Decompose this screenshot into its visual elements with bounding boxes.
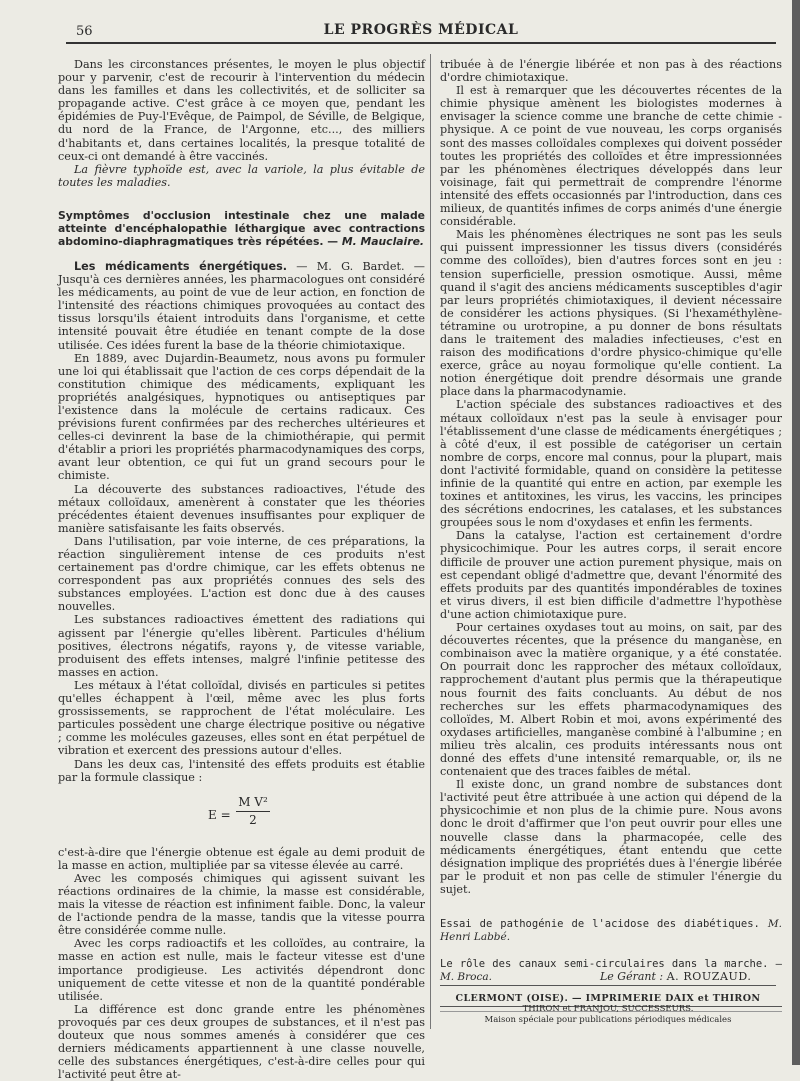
printer-imprint [440, 993, 776, 1026]
communication-title [440, 918, 782, 944]
formula-numerator: M V² [236, 796, 270, 812]
journal-title: LE PROGRÈS MÉDICAL [323, 22, 519, 38]
paragraph: Il existe donc, un grand nombre de substances dont l'activité peut être attribuée à une action qui dépend de la physicochimie et non plus de la chimie pure. Nous avons donc le droit d'affirmer que l'on peut ouvrir pour elles une nouvelle classe dans la pharmacopée, celle des médicaments énergétiques, étant entendu que cette désignation implique des propriétés dues à l'énergie libérée par le produit et non pas celle de stimuler l'énergie du sujet. [440, 778, 782, 896]
article-heading-author: M. Mauclaire. [341, 234, 425, 248]
energy-formula [58, 792, 425, 840]
paragraph: Dans les deux cas, l'intensité des effets produits est établie par la formule classique : [58, 757, 425, 784]
section-lead: Les médicaments énergétiques. [74, 259, 288, 273]
page-header [66, 18, 776, 40]
column-divider [430, 54, 431, 1029]
gerant-label: Le Gérant : [600, 970, 664, 983]
paragraph: Mais les phénomènes électriques ne sont pas les seuls qui puissent impressionner les tissus divers (considérés comme des colloïdes), bien d'autres forces sont en jeu : tension superficielle, pression osmotique. Aussi, même quand il s'agit des anciens médicaments susceptibles d'agir par leurs propriétés chimiotaxiques, il devient nécessaire de considérer les actions physiques. (Si l'hexaméthylène-tétramine ou urotropine, a pu donner de bons résultats dans le traitement des maladies infectieuses, c'est en raison des modifications d'ordre physico-chimique qu'elle exerce, grâce au noyau formolique qu'elle contient. La notion énergétique doit prendre désormais une grande place dans la pharmacodynamie. [440, 228, 782, 399]
paragraph: La différence est donc grande entre les phénomènes provoqués par ces deux groupes de substances, et il n'est pas douteux que nous sommes amenés à considérer que ces derniers médicaments appartiennent à une classe nouvelle, celle des substances énergétiques, c'est-à-dire celles pour qui l'activité peut être at- [58, 1002, 425, 1081]
formula-denominator: 2 [249, 812, 257, 827]
paragraph: En 1889, avec Dujardin-Beaumetz, nous avons pu formuler une loi qui établissait que l'action de ces corps dépendait de la constitution chimique des médicaments, expliquant les propriétés analgésiques, hypnotiques ou antiseptiques par l'existence dans la molécule de certains radicaux. Ces prévisions furent confirmées par des recherches ultérieures et celles-ci devinrent la base de la chimiothérapie, qui permit d'établir a priori les propriétés pharmacodynamiques des corps, avant leur obtention, ce qui fut un grand secours pour le chimiste. [58, 351, 425, 483]
paragraph [58, 260, 425, 352]
imprint-successors: THIRON et FRANJOU, SUCCESSEURS. [522, 1004, 694, 1014]
communication-title-text: Essai de pathogénie de l'acidose des diabétiques. [440, 918, 760, 930]
communication-author: M. Henri Labbé. [440, 918, 782, 943]
paragraph: Les métaux à l'état colloïdal, divisés en particules si petites qu'elles échappent à l'œil, même avec les plus forts grossissements, se rapprochent de l'état moléculaire. Les particules possèdent une charge électrique positive ou négative ; comme les molécules gazeuses, elles sont en état perpétuel de vibration et exercent des pressions autour d'elles. [58, 678, 425, 758]
paragraph: L'action spéciale des substances radioactives et des métaux colloïdaux n'est pas la seule à envisager pour l'établissement d'une classe de médicaments énergétiques ; à côté d'eux, il est possible de catégoriser un certain nombre de corps, encore mal connus, pour la plupart, mais dont l'activité formidable, quand on considère la petitesse infinie de la quantité qui entre en action, par exemple les toxines et antitoxines, les virus, les vaccins, les principes des sécrétions endocrines, les catalases, et les substances groupées sous le nom d'oxydases et enfin les ferments. [440, 398, 782, 530]
paragraph-italic: La fièvre typhoïde est, avec la variole, la plus évitable de toutes les maladies. [58, 162, 425, 189]
page-edge-shadow [792, 0, 800, 1065]
page-number: 56 [76, 24, 93, 39]
paragraph: Pour certaines oxydases tout au moins, on sait, par des découvertes récentes, que la présence du manganèse, en combinaison avec la matière organique, y a été constatée. On pourrait donc les rapprocher des métaux colloïdaux, rapprochement d'autant plus permis que la thérapeutique nous fournit des faits concluants. Au début de nos recherches sur les effets pharmacodynamiques des colloïdes, M. Albert Robin et moi, avons expérimenté des oxydases artificielles, manganèse combiné à l'albumine ; en milieu très alcalin, ces produits intéressants nous ont donné des effets d'une intensité remarquable, or, ils ne contenaient que des traces faibles de métal. [440, 621, 782, 779]
header-rule [66, 42, 776, 44]
right-column [440, 58, 782, 1012]
paragraph: Dans la catalyse, l'action est certainement d'ordre physicochimique. Pour les autres corps, il serait encore difficile de prouver une action purement physique, mais on est cependant obligé d'admettre que, devant l'énormité des effets produits par des quantités impondérables de toxines et virus divers, il est bien difficile d'admettre l'hypothèse d'une action chimiotaxique pure. [440, 529, 782, 621]
paragraph: Les substances radioactives émettent des radiations qui agissent par l'énergie qu'elles libèrent. Particules d'hélium positives, électrons négatifs, rayons γ, de vitesse variable, produisent des effets intenses, malgré l'infinie petitesse des masses en action. [58, 613, 425, 679]
left-column [58, 58, 425, 1081]
imprint-printer: CLERMONT (OISE). — IMPRIMERIE DAIX et THIRON [455, 993, 761, 1004]
imprint-rule [440, 985, 776, 986]
article-heading [58, 209, 425, 248]
paragraph: tribuée à de l'énergie libérée et non pas à des réactions d'ordre chimiotaxique. [440, 58, 782, 85]
article-heading-title: Symptômes d'occlusion intestinale chez une malade atteinte d'encéphalopathie léthargique avec contractions abdomino-diaphragmatiques très répétées. — [58, 208, 425, 248]
gerant-name: A. ROUZAUD. [666, 970, 752, 983]
paragraph: Avec les corps radioactifs et les colloïdes, au contraire, la masse en action est nulle, mais le facteur vitesse est d'une importance prodigieuse. Les activités dépendront donc uniquement de cette vitesse et non de la quantité pondérable utilisée. [58, 937, 425, 1003]
paragraph: La découverte des substances radioactives, l'étude des métaux colloïdaux, amenèrent à constater que les théories précédentes étaient devenues insuffisantes pour expliquer de manière satisfaisante les faits observés. [58, 482, 425, 535]
gerant-line [600, 970, 752, 983]
formula-lhs: E = [208, 807, 231, 822]
section-text: — M. G. Bardet. — Jusqu'à ces dernières années, les pharmacologues ont considéré les médicaments, au point de vue de leur action, en fonction de l'intensité des réactions chimiques provoquées au contact des tissus lorsqu'ils étaient introduits dans l'organisme, et cette intensité pouvait être étudiée en tenant compte de la dose utilisée. Ces idées furent la base de la théorie chimiotaxique. [58, 259, 425, 352]
paragraph: Avec les composés chimiques qui agissent suivant les réactions ordinaires de la chimie, la masse est considérable, mais la vitesse de réaction est infiniment faible. Donc, la valeur de l'actionde pendra de la masse, tandis que la vitesse pourra être considérée comme nulle. [58, 871, 425, 938]
paragraph: Il est à remarquer que les découvertes récentes de la chimie physique amènent les biologistes modernes à envisager la science comme une branche de cette chimie -physique. A ce point de vue nouveau, les corps organisés sont des masses colloïdales complexes qui doivent posséder toutes les propriétés des colloïdes et être impressionnées par les phénomènes électriques développés dans leur voisinage, fait qui permettrait de comprendre l'énorme intensité des effets occasionnés par l'introduction, dans ces milieux, de quantités infimes de corps animés d'une énergie considérable. [440, 84, 782, 229]
communication-author: M. Broca. [440, 971, 492, 983]
paragraph: Dans l'utilisation, par voie interne, de ces préparations, la réaction singulièrement intense de ces produits n'est certainement pas d'ordre chimique, car les effets obtenus ne correspondent pas aux propriétés connues des sels des substances employées. L'action est donc due à des causes nouvelles. [58, 534, 425, 614]
formula-fraction [236, 796, 270, 827]
paragraph: Dans les circonstances présentes, le moyen le plus objectif pour y parvenir, c'est de recourir à l'intervention du médecin dans les familles et dans les collectivités, et de solliciter sa propagande active. C'est grâce à ce moyen que, pendant les épidémies de Puy-l'Evêque, de Paimpol, de Séville, de Belgique, du nord de la France, de l'Argonne, etc..., des milliers d'habitants et, dans certaines localités, la presque totalité de ceux-ci ont demandé à être vaccinés. [58, 58, 425, 163]
communication-title-text: Le rôle des canaux semi-circulaires dans la marche. — [440, 958, 782, 970]
imprint-specialty: Maison spéciale pour publications périodiques médicales [484, 1015, 732, 1025]
paragraph: c'est-à-dire que l'énergie obtenue est égale au demi produit de la masse en action, multipliée par sa vitesse élevée au carré. [58, 845, 425, 872]
